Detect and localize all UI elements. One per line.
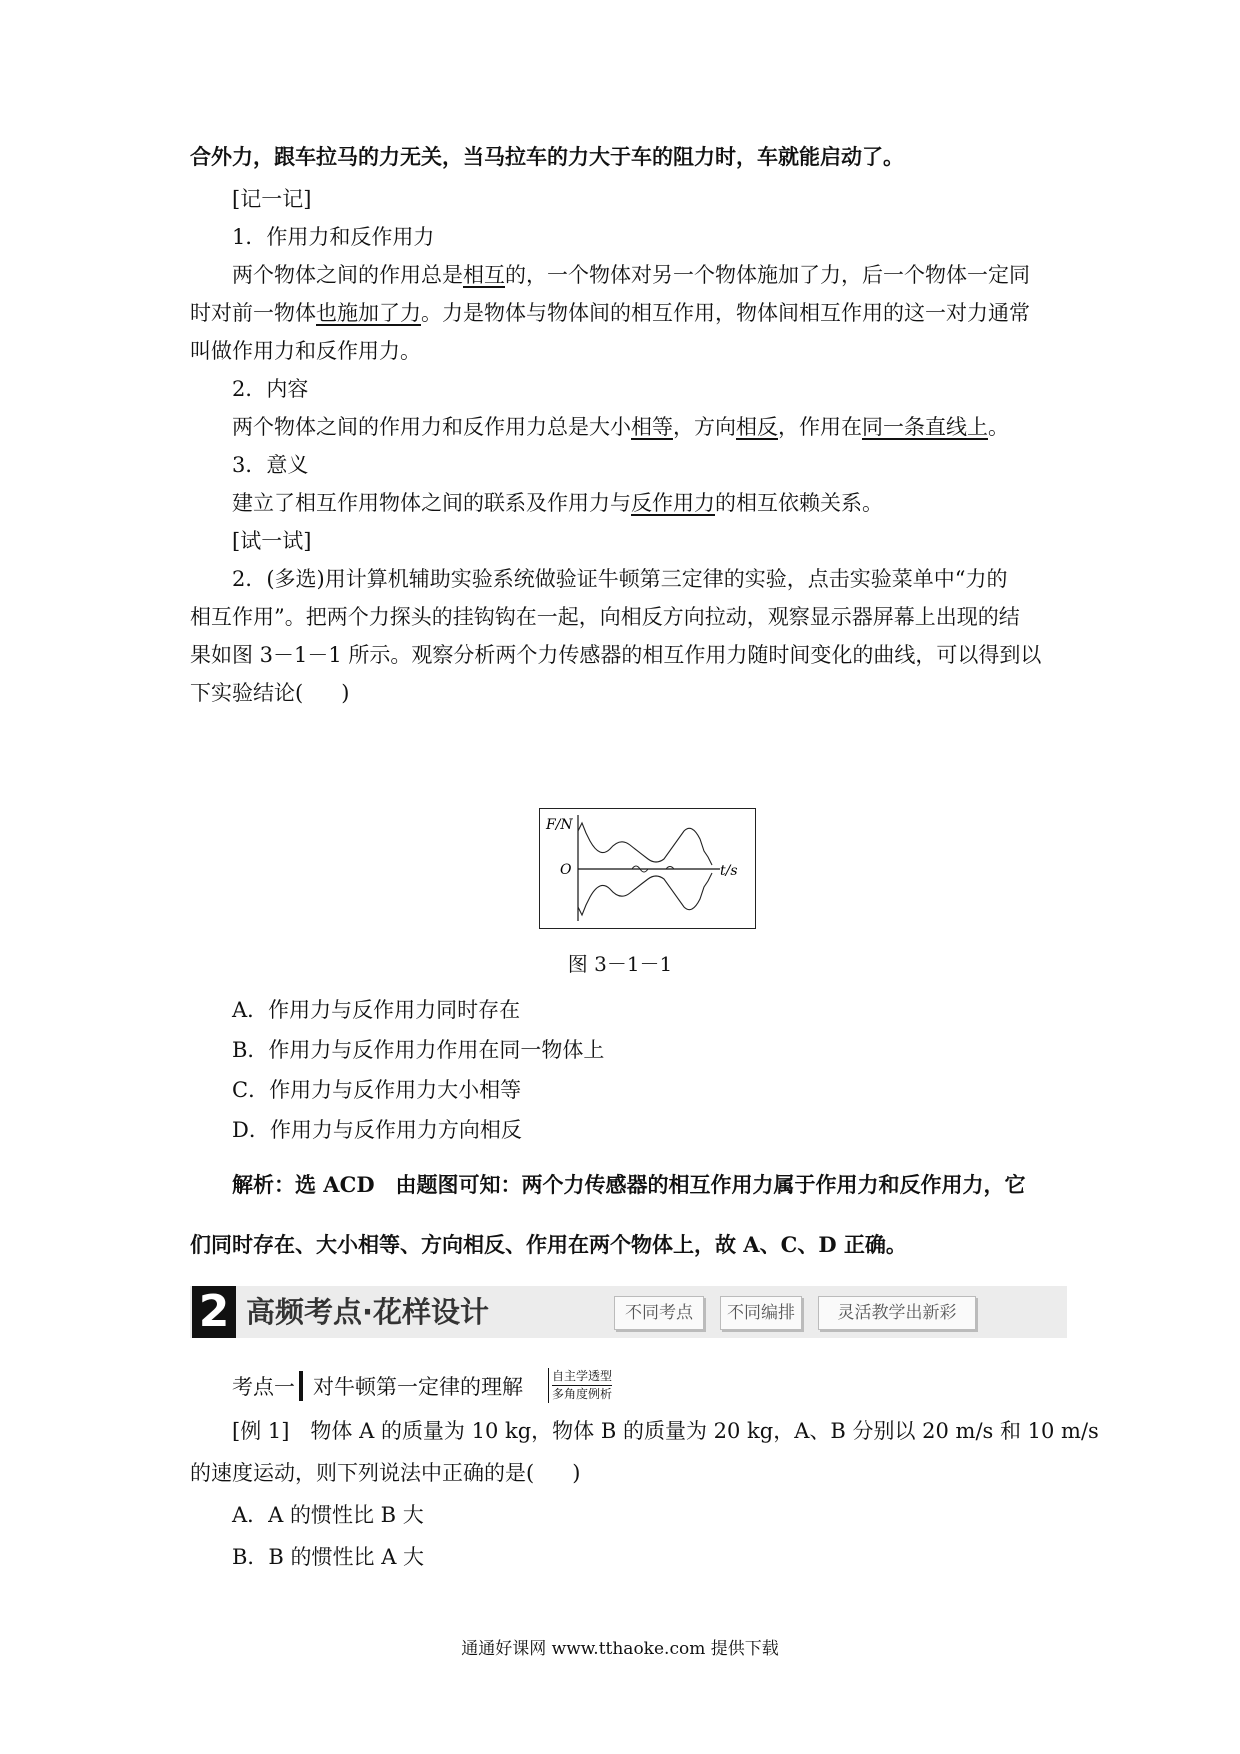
force-curve-upper [578,823,712,865]
heading-3: 3．意义 [232,453,309,477]
question-2c: 果如图 3－1－1 所示。观察分析两个力传感器的相互作用力随时间变化的曲线，可以得到以 [190,643,1042,667]
heading-2: 2．内容 [232,377,309,401]
page-footer: 通通好课网 www.tthaoke.com 提供下载 [461,1639,779,1659]
origin-label: O [560,862,572,878]
kaodian-subtitle: 自主学透型 多角度例析 [548,1368,612,1403]
option-c: C．作用力与反作用力大小相等 [232,1078,522,1102]
para-2: 两个物体之间的作用力和反作用力总是大小相等，方向相反，作用在同一条直线上。 [232,415,1009,439]
jiyiji-label: [记一记] [232,187,312,211]
question-2a: 2．(多选)用计算机辅助实验系统做验证牛顿第三定律的实验，点击实验菜单中“力的 [232,567,1008,591]
example-option-b: B．B 的惯性比 A 大 [232,1545,425,1569]
section-title: 高频考点·花样设计 [246,1295,490,1329]
figure-caption: 图 3－1－1 [567,952,673,976]
force-time-figure [539,808,756,929]
heading-1: 1．作用力和反作用力 [232,225,435,249]
x-axis-label: t/s [720,863,738,879]
analysis-line-1: 解析：选 ACD 由题图可知：两个力传感器的相互作用力属于作用力和反作用力，它 [232,1172,1026,1197]
tag-different-points: 不同考点 [614,1296,704,1330]
para-3: 建立了相互作用物体之间的联系及作用力与反作用力的相互依赖关系。 [232,491,883,515]
tag-flexible-teaching: 灵活教学出新彩 [818,1296,976,1330]
section-number: 2 [192,1286,236,1338]
option-a: A．作用力与反作用力同时存在 [232,998,521,1022]
question-2d: 下实验结论( ) [190,681,350,705]
option-d: D．作用力与反作用力方向相反 [232,1118,522,1142]
kaodian-heading: 考点一 对牛顿第一定律的理解 [232,1375,523,1399]
example-1a: [例 1] 物体 A 的质量为 10 kg，物体 B 的质量为 20 kg，A、B 分别以 20 m/s 和 10 m/s [232,1419,1099,1443]
para-line-0: 合外力，跟车拉马的力无关，当马拉车的力大于车的阻力时，车就能启动了。 [190,144,904,169]
para-1b: 时对前一物体也施加了力。力是物体与物体间的相互作用，物体间相互作用的这一对力通常 [190,301,1030,325]
shiyishi-label: [试一试] [232,529,312,553]
option-b: B．作用力与反作用力作用在同一物体上 [232,1038,605,1062]
para-1a: 两个物体之间的作用总是相互的，一个物体对另一个物体施加了力，后一个物体一定同 [232,263,1030,287]
example-option-a: A．A 的惯性比 B 大 [232,1503,424,1527]
kaodian-divider [299,1371,303,1401]
para-1c: 叫做作用力和反作用力。 [190,339,421,363]
section-banner [190,1286,1067,1338]
tag-different-layout: 不同编排 [720,1296,802,1330]
force-curve-lower [578,873,712,915]
y-axis-label: F/N [546,817,573,833]
force-graph [540,809,755,928]
example-1b: 的速度运动，则下列说法中正确的是( ) [190,1461,581,1485]
analysis-line-2: 们同时存在、大小相等、方向相反、作用在两个物体上，故 A、C、D 正确。 [190,1232,907,1257]
question-2b: 相互作用”。把两个力探头的挂钩钩在一起，向相反方向拉动，观察显示器屏幕上出现的结 [190,605,1020,629]
